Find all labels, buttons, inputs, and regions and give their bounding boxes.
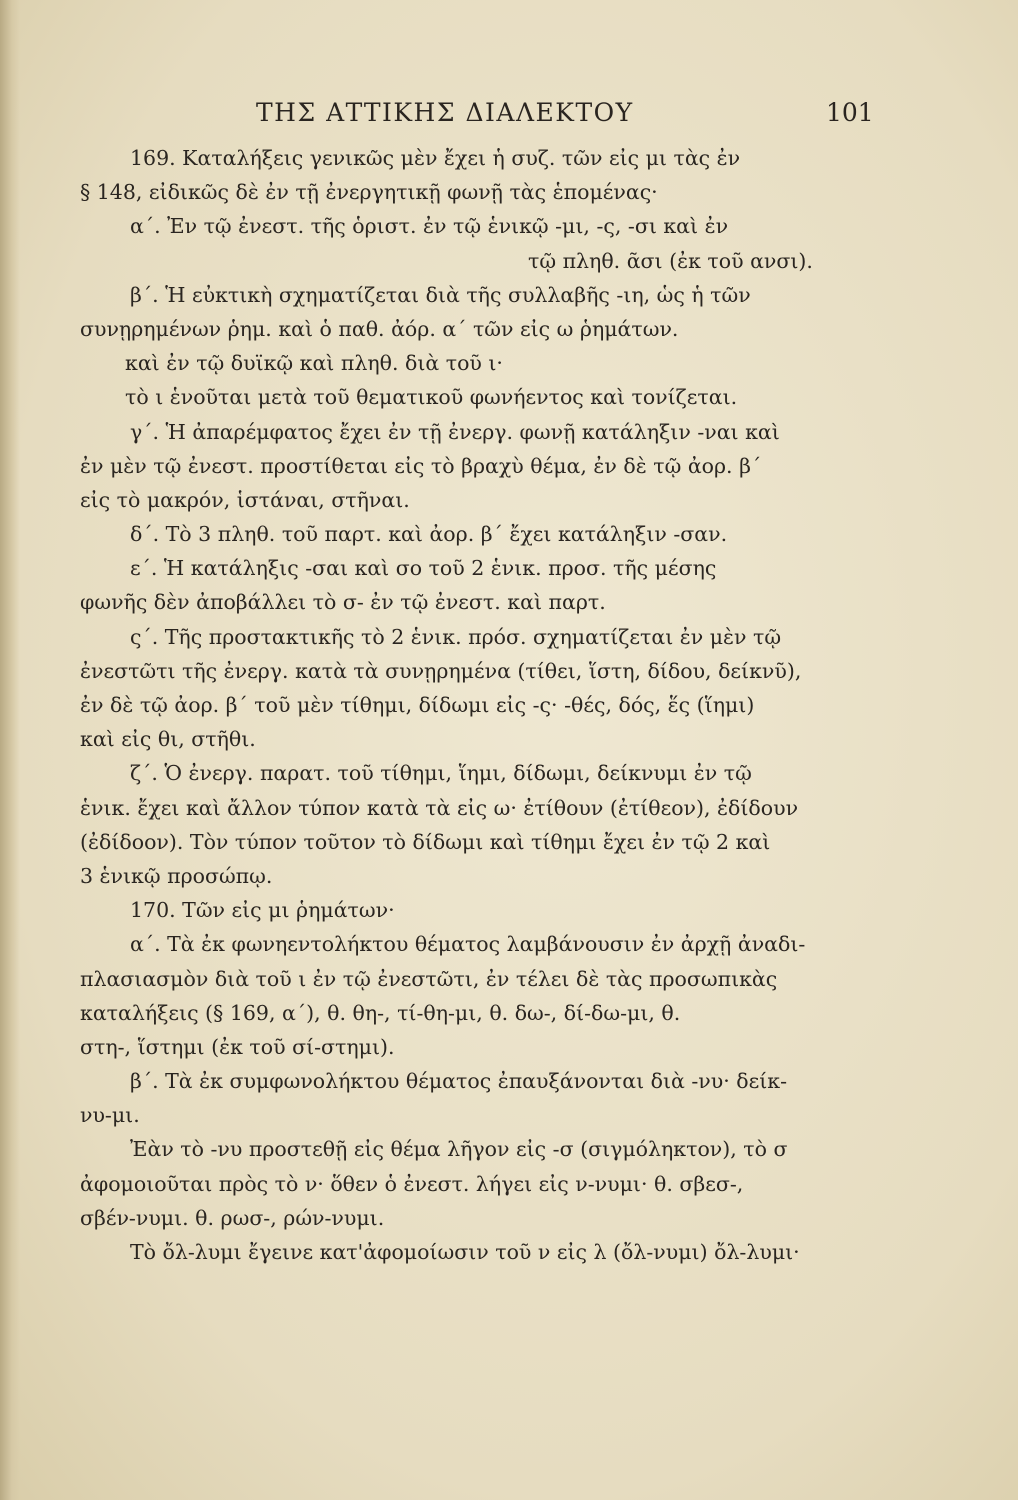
text-line: ε΄. Ἡ κατάληξις -σαι καὶ σο τοῦ 2 ἑνικ. προσ. τῆς μέσης [130,556,717,581]
text-line: τὸ ι ἑνοῦται μετὰ τοῦ θεματικοῦ φωνήεντος καὶ τονίζεται. [125,385,738,410]
text-line: ζ΄. Ὁ ἐνεργ. παρατ. τοῦ τίθημι, ἵημι, δίδωμι, δείκνυμι ἐν τῷ [130,761,752,786]
section-170-line: 170. Τῶν εἰς μι ῥημάτων· [130,898,395,923]
text-line: νυ-μι. [80,1103,140,1128]
text-line: β΄. Τὰ ἐκ συμφωνολήκτου θέματος ἐπαυξάνονται διὰ -νυ· δείκ- [130,1069,787,1094]
text-line: β΄. Ἡ εὐκτικὴ σχηματίζεται διὰ τῆς συλλαβῆς -ιη, ὡς ἡ τῶν [130,282,751,307]
text-line: 3 ἑνικῷ προσώπῳ. [80,863,273,888]
text-line: Ἐὰν τὸ -νυ προστεθῇ εἰς θέμα λῆγον εἰς -σ (σιγμόληκτον), τὸ σ [130,1137,788,1162]
text-line: ἐνεστῶτι τῆς ἐνεργ. κατὰ τὰ συνῃρημένα (τίθει, ἵστη, δίδου, δείκνῦ), [80,658,802,683]
text-line: καὶ ἐν τῷ δυϊκῷ καὶ πληθ. διὰ τοῦ ι· [125,351,503,376]
text-line: εἰς τὸ μακρόν, ἱστάναι, στῆναι. [80,487,410,512]
text-line: δ΄. Τὸ 3 πληθ. τοῦ παρτ. καὶ ἀορ. β΄ ἔχει κατάληξιν -σαν. [130,522,728,547]
text-line: καταλήξεις (§ 169, α΄), θ. θη-, τί-θη-μι, θ. δω-, δί-δω-μι, θ. [80,1000,681,1025]
text-line: καὶ εἰς θι, στῆθι. [80,727,256,752]
text-line: φωνῆς δὲν ἀποβάλλει τὸ σ- ἐν τῷ ἐνεστ. καὶ παρτ. [80,590,606,615]
text-line: Τὸ ὄλ-λυμι ἔγεινε κατ'ἀφομοίωσιν τοῦ ν εἰς λ (ὄλ-νυμι) ὄλ-λυμι· [130,1240,800,1264]
text-line: α΄. Τὰ ἐκ φωνηεντολήκτου θέματος λαμβάνουσιν ἐν ἀρχῇ ἀναδι- [130,932,806,957]
text-line: σβέν-νυμι. θ. ρωσ-, ρών-νυμι. [80,1205,385,1230]
text-line: ἑνικ. ἔχει καὶ ἄλλον τύπον κατὰ τὰ εἰς ω· ἐτίθουν (ἐτίθεον), ἐδίδουν [80,795,799,820]
text-line: ἀφομοιοῦται πρὸς τὸ ν· ὅθεν ὁ ἐνεστ. λήγει εἰς ν-νυμι· θ. σβεσ-, [80,1171,744,1196]
text-line: ἐν μὲν τῷ ἐνεστ. προστίθεται εἰς τὸ βραχὺ θέμα, ἐν δὲ τῷ ἀορ. β΄ [80,453,762,478]
text-line: τῷ πληθ. ᾶσι (ἐκ τοῦ ανσι). [528,248,813,273]
text-line: συνῃρημένων ῥημ. καὶ ὁ παθ. ἀόρ. α΄ τῶν εἰς ω ῥημάτων. [80,316,679,341]
page-number: 101 [826,98,874,127]
text-line: § 148, εἰδικῶς δὲ ἐν τῇ ἐνεργητικῇ φωνῇ τὰς ἑπομένας· [80,180,658,205]
text-line: ἐν δὲ τῷ ἀορ. β΄ τοῦ μὲν τίθημι, δίδωμι εἰς -ς· -θές, δός, ἕς (ἵημι) [80,693,755,717]
text-line: γ΄. Ἡ ἀπαρέμφατος ἔχει ἐν τῇ ἐνεργ. φωνῇ κατάληξιν -ναι καὶ [130,419,780,444]
section-169-line [80,141,880,175]
running-title: ΤΗΣ ΑΤΤΙΚΗΣ ΔΙΑΛΕΚΤΟΥ [256,98,634,127]
text-line: ς΄. Τῆς προστακτικῆς τὸ 2 ἑνικ. πρόσ. σχηματίζεται ἐν μὲν τῷ [130,624,782,649]
page-gutter [0,0,20,1500]
text-line: (ἐδίδοον). Τὸν τύπον τοῦτον τὸ δίδωμι καὶ τίθημι ἔχει ἐν τῷ 2 καὶ [80,829,771,854]
text-line: α΄. Ἐν τῷ ἐνεστ. τῆς ὁριστ. ἐν τῷ ἑνικῷ -μι, -ς, -σι καὶ ἐν [130,214,729,239]
running-header [0,98,1018,138]
text-line: 169. Καταλήξεις γενικῶς μὲν ἔχει ἡ συζ. τῶν εἰς μι τὰς ἐν [130,146,741,170]
text-line: πλασιασμὸν διὰ τοῦ ι ἐν τῷ ἐνεστῶτι, ἐν τέλει δὲ τὰς προσωπικὰς [80,966,778,991]
text-line: στη-, ἵστημι (ἐκ τοῦ σί-στημι). [80,1034,395,1059]
page-body [80,141,880,1269]
